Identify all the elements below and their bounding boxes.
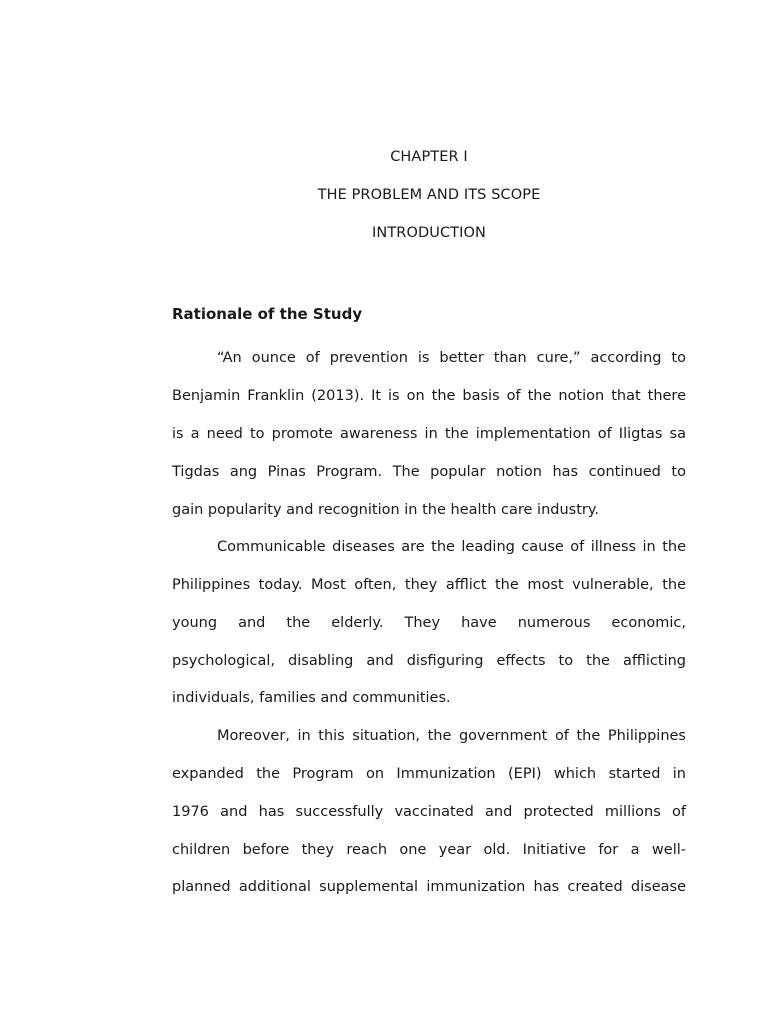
- body-text-line: planned additional supplemental immunization has created disease: [172, 879, 686, 895]
- body-text-line: children before they reach one year old. Initiative for a well-: [172, 842, 686, 858]
- body-text-line: Moreover, in this situation, the government of the Philippines: [217, 728, 686, 744]
- body-text-line: 1976 and has successfully vaccinated and protected millions of: [172, 804, 686, 820]
- body-text-line: psychological, disabling and disfiguring effects to the afflicting: [172, 653, 686, 669]
- introduction-heading: INTRODUCTION: [372, 225, 486, 241]
- body-text-line: Tigdas ang Pinas Program. The popular notion has continued to: [172, 464, 686, 480]
- body-text-line: Philippines today. Most often, they afflict the most vulnerable, the: [172, 577, 686, 593]
- chapter-heading: CHAPTER I: [390, 149, 468, 165]
- body-text-line: individuals, families and communities.: [172, 690, 451, 706]
- body-text-line: Communicable diseases are the leading cause of illness in the: [217, 539, 686, 555]
- body-text-line: young and the elderly. They have numerous economic,: [172, 615, 686, 631]
- body-text-line: Benjamin Franklin (2013). It is on the basis of the notion that there: [172, 388, 686, 404]
- body-text-line: “An ounce of prevention is better than cure,” according to: [217, 350, 686, 366]
- body-text-line: gain popularity and recognition in the health care industry.: [172, 502, 599, 518]
- body-text-line: is a need to promote awareness in the implementation of Iligtas sa: [172, 426, 686, 442]
- section-title-rationale: Rationale of the Study: [172, 305, 363, 323]
- body-text-line: expanded the Program on Immunization (EPI) which started in: [172, 766, 686, 782]
- chapter-title: THE PROBLEM AND ITS SCOPE: [317, 187, 541, 203]
